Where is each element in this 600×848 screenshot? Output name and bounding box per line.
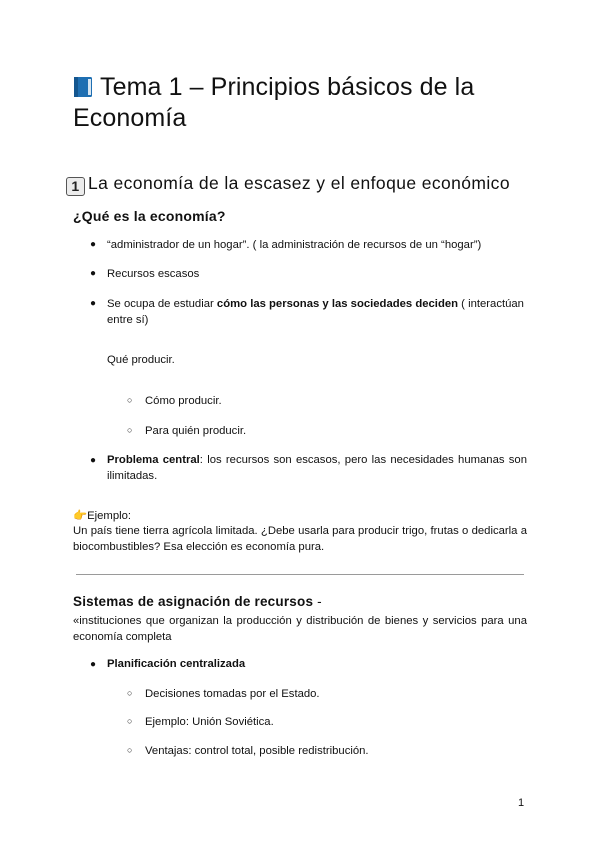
list-item-text: : los recursos son escasos, pero las necesidades humanas son ilimitadas. [107, 454, 527, 482]
sub-list-item: Decisiones tomadas por el Estado. [145, 688, 320, 700]
list-item [107, 296, 527, 328]
circle-bullet-icon: ○ [127, 745, 133, 755]
list-item [107, 452, 527, 484]
bullet-dot-icon: ● [90, 298, 97, 309]
example-label-text: Ejemplo: [87, 510, 132, 522]
section-heading-text: La economía de la escasez y el enfoque económico [88, 173, 510, 193]
section2-heading [73, 594, 322, 609]
keycap-digit-one-icon: 1 [66, 177, 85, 196]
section2-heading-suffix: - [313, 594, 322, 609]
page-title-text: Tema 1 – Principios básicos de la Economía [73, 73, 475, 132]
sub-list-item: Para quién producir. [145, 425, 247, 437]
list-item: Recursos escasos [107, 268, 200, 280]
circle-bullet-icon: ○ [127, 716, 133, 726]
bullet-dot-icon: ● [90, 455, 97, 466]
bullet-dot-icon: ● [90, 268, 97, 279]
section-heading [66, 172, 510, 196]
subheading: ¿Qué es la economía? [73, 208, 226, 224]
list-item-bold-text: cómo las personas y las sociedades deciden [216, 298, 459, 310]
section2-heading-text: Sistemas de asignación de recursos [73, 594, 314, 609]
page-title [73, 72, 543, 134]
sub-list-item: Ventajas: control total, posible redistribución. [145, 745, 369, 757]
example-text: Un país tiene tierra agrícola limitada. ¿Debe usarla para producir trigo, frutas o dedicarla a biocombustibles? Esa elección es economía pura. [73, 525, 527, 553]
circle-bullet-icon: ○ [127, 395, 133, 405]
list-item-text: ( interactúan entre sí) [107, 298, 524, 326]
bullet-dot-icon: ● [90, 239, 97, 250]
sub-list-item: Cómo producir. [145, 395, 222, 407]
list-item-bold-text: Problema central [107, 454, 200, 466]
bullet-dot-icon: ● [90, 659, 97, 670]
circle-bullet-icon: ○ [127, 425, 133, 435]
page-number: 1 [518, 797, 525, 809]
plain-line: Qué producir. [107, 354, 175, 366]
list-item-text: Se ocupa de estudiar [107, 298, 217, 310]
example-label [73, 508, 131, 524]
pointing-hand-icon: 👉 [73, 510, 88, 522]
circle-bullet-icon: ○ [127, 688, 133, 698]
list-item: “administrador de un hogar”. ( la administración de recursos de un “hogar”) [107, 239, 482, 251]
sub-list-item: Ejemplo: Unión Soviética. [145, 716, 274, 728]
blue-book-icon [73, 76, 93, 98]
section2-intro: «instituciones que organizan la producción y distribución de bienes y servicios para una economía completa [73, 615, 527, 643]
horizontal-divider [76, 574, 524, 575]
list-item: Planificación centralizada [107, 658, 246, 670]
